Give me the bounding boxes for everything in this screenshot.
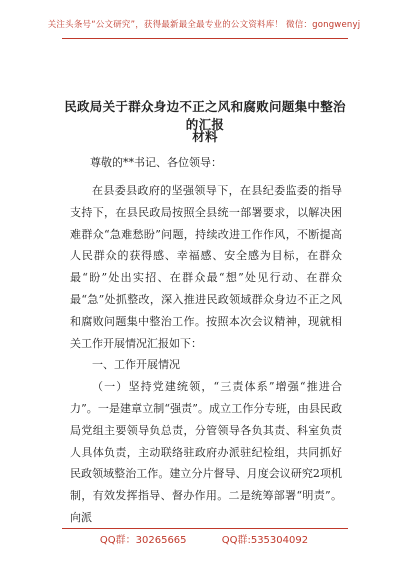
- header-note: 关注头条号“公文研究”，获得最新最全最专业的公文资料库！ 微信：gongwenyj: [47, 20, 361, 30]
- intro-paragraph: 在县委县政府的坚强领导下，在县纪委监委的指导支持下，在县民政局按照全县统一部署要求，以解决困难群众“急难愁盼”问题，持续改进工作作风，不断提高人民群众的获得感、幸福感、安全感为目标，在群众最“盼”处出实招、在群众最“想”处见行动、在群众最“急”处抓整改，深入推进民政领域群众身边不正之风和腐败问题集中整治工作。按照本次会议精神，现就相关工作开展情况汇报如下：: [70, 184, 342, 350]
- document-title-line1: 民政局关于群众身边不正之风和腐败问题集中整治的汇报: [64, 99, 346, 132]
- header-divider: [62, 38, 348, 39]
- document-title-line2: 材料: [192, 129, 218, 144]
- section-heading: 一、工作开展情况: [92, 358, 180, 372]
- subsection-paragraph: （一）坚持党建统领，“三责体系”增强“推进合力”。一是建章立制“强责”。成立工作分专班，由县民政局党组主要领导负总责，分管领导各负其责、科室负责人具体负责，主动联络驻政府办派驻纪检组，共同抓好民政领域整治工作。建立分片督导、月度会议研究2项机制，有效发挥指导、督办作用。二是统筹部署“明责”。向派: [70, 380, 342, 524]
- salutation: 尊敬的**书记、各位领导：: [90, 156, 222, 169]
- footer-qq-group-1: QQ群：30265665: [99, 535, 187, 546]
- document-body: [70, 180, 342, 529]
- footer-divider: [62, 528, 348, 529]
- footer-qq-group-2: QQ群:535304092: [221, 535, 309, 546]
- footer: [0, 531, 408, 546]
